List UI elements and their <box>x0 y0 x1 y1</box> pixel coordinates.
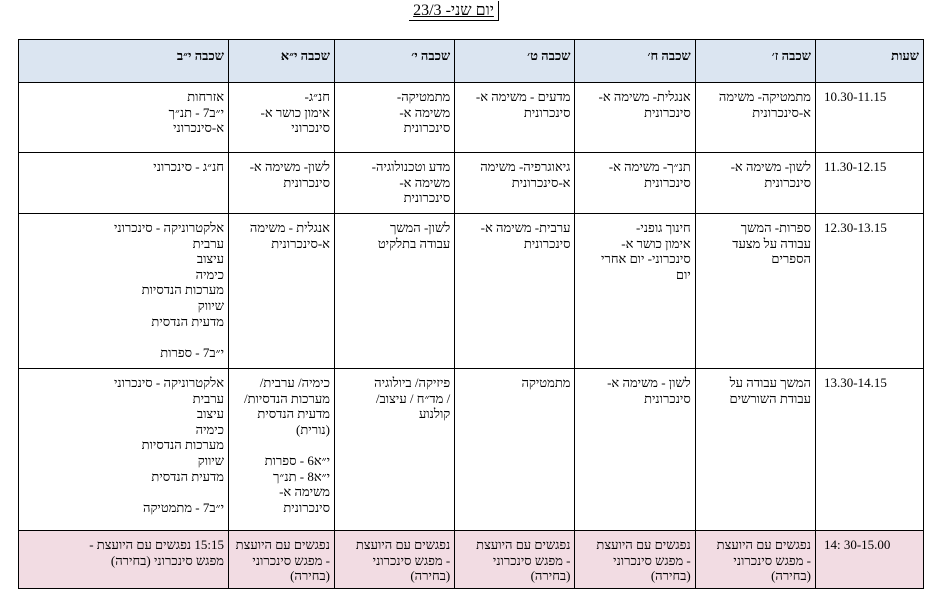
lesson-line: י״א8 - תנ״ך <box>273 468 330 484</box>
lesson-line: סינכרונית <box>644 104 691 120</box>
lesson-line: סינכרונית <box>403 190 451 206</box>
lesson-line: (בחירה) <box>290 568 330 584</box>
lesson-cell <box>19 83 229 153</box>
lesson-cell <box>695 83 815 153</box>
time-slot-cell: 10.30-11.15 <box>815 83 923 153</box>
lesson-cell <box>334 214 454 369</box>
lesson-cell <box>575 214 695 369</box>
lesson-line: / מד״ח / עיצוב/ <box>375 390 451 406</box>
lesson-cell <box>229 214 335 369</box>
time-slot-cell: 12.30-13.15 <box>815 214 923 369</box>
lesson-cell <box>334 153 454 214</box>
lesson-line: פיזיקה/ ביולוגיה <box>374 375 451 390</box>
time-slot-cell: 13.30-14.15 <box>815 369 923 531</box>
schedule-row <box>19 153 924 214</box>
lesson-line: אימון כושר א- <box>260 104 330 120</box>
lesson-line: ערבית- משימה א- <box>480 220 571 235</box>
lesson-line: מדעים - משימה א- <box>475 89 571 104</box>
lesson-line: א-סינכרוני <box>173 120 224 136</box>
lesson-line: נפגשים עם היועצת <box>355 537 451 552</box>
lesson-cell <box>455 369 575 531</box>
column-header-grade: שכבה י׳ <box>334 40 454 83</box>
lesson-line: ספרות- המשך <box>740 220 811 235</box>
lesson-line: - מפגש סינכרוני <box>492 552 571 568</box>
lesson-line: סינכרונית <box>523 104 571 120</box>
column-header-grade: שכבה י״א <box>229 40 335 83</box>
lesson-line: כימיה <box>195 421 224 437</box>
lesson-cell <box>455 153 575 214</box>
lesson-line: מערכות הנדסיות/ <box>244 390 330 406</box>
lesson-cell <box>575 153 695 214</box>
column-header-grade: שכבה ח׳ <box>575 40 695 83</box>
lesson-line <box>23 484 224 500</box>
lesson-line: יום <box>675 266 691 282</box>
lesson-cell <box>455 214 575 369</box>
time-slot-cell: 14: 30-15.00 <box>815 531 923 589</box>
lesson-line: תנ״ך- משימה א- <box>608 159 691 174</box>
lesson-line: ערבית <box>192 235 224 251</box>
lesson-cell <box>695 214 815 369</box>
lesson-line: חנ״ג- <box>304 89 330 104</box>
lesson-line: מפגש סינכרוני (בחירה) <box>110 552 224 568</box>
lesson-line: סינכרוני- יום אחרי <box>601 251 691 267</box>
column-header-hours: שעות <box>815 40 923 83</box>
lesson-line: לשון- משימה א- <box>730 159 811 174</box>
lesson-line <box>233 437 330 453</box>
lesson-line: אלקטרוניקה - סינכרוני <box>113 375 224 390</box>
lesson-line: י״ב7 - ספרות <box>160 344 224 360</box>
page-title: יום שני- 23/3 <box>409 1 499 21</box>
lesson-line: כימיה/ ערבית/ <box>259 375 330 390</box>
lesson-line: שיווק <box>197 297 224 313</box>
lesson-line: ערבית <box>192 390 224 406</box>
lesson-line: עיצוב <box>196 406 224 422</box>
lesson-line: א-סינכרונית <box>752 104 811 120</box>
lesson-line: סינכרונית <box>764 174 811 190</box>
lesson-cell <box>229 369 335 531</box>
lesson-line: סינכרונית <box>403 120 451 136</box>
lesson-line: סינכרונית <box>644 174 691 190</box>
lesson-cell <box>575 531 695 589</box>
lesson-line: (בחירה) <box>410 568 451 584</box>
time-slot-cell: 11.30-12.15 <box>815 153 923 214</box>
lesson-line: נפגשים עם היועצת <box>596 537 691 552</box>
lesson-line: סינכרוני <box>291 120 330 136</box>
lesson-line: נפגשים עם היועצת <box>476 537 571 552</box>
lesson-line: - מפגש סינכרוני <box>613 552 691 568</box>
lesson-line: סינכרונית <box>523 235 571 251</box>
schedule-row <box>19 83 924 153</box>
lesson-line: - מפגש סינכרוני <box>733 552 811 568</box>
lesson-line: משימה א- <box>279 484 330 500</box>
header-row <box>19 40 924 83</box>
lesson-cell <box>19 369 229 531</box>
lesson-line: המשך עבודה על <box>729 375 811 390</box>
lesson-line: י״א6 - ספרות <box>264 452 330 468</box>
lesson-line: כימיה <box>195 266 224 282</box>
lesson-line: לשון- משימה א- <box>249 159 330 174</box>
lesson-line: (בחירה) <box>530 568 571 584</box>
lesson-line: י״ב7 - תנ״ך <box>168 104 224 120</box>
lesson-line: - מפגש סינכרוני <box>372 552 451 568</box>
lesson-line: אלקטרוניקה - סינכרוני <box>113 220 224 235</box>
lesson-line: סינכרונית <box>283 174 330 190</box>
lesson-line: מדעית הנדסית <box>151 313 224 329</box>
lesson-cell <box>695 153 815 214</box>
lesson-cell <box>229 153 335 214</box>
schedule-row <box>19 369 924 531</box>
schedule-table <box>18 39 924 589</box>
lesson-line: אזרחות <box>187 89 224 104</box>
lesson-cell <box>334 531 454 589</box>
lesson-line: נפגשים עם היועצת <box>235 537 330 552</box>
lesson-cell <box>19 531 229 589</box>
lesson-line: לשון- המשך <box>389 220 451 235</box>
lesson-cell <box>19 214 229 369</box>
lesson-line: שיווק <box>197 452 224 468</box>
lesson-line: לשון - משימה א- <box>607 375 691 390</box>
lesson-line: נפגשים עם היועצת <box>716 537 811 552</box>
lesson-line: - מפגש סינכרוני <box>252 552 330 568</box>
lesson-line: משימה א- <box>399 174 451 190</box>
lesson-line: עבודה על מצעד <box>732 235 811 251</box>
lesson-cell <box>334 83 454 153</box>
lesson-line: מתמטיקה- משימה <box>718 89 811 104</box>
lesson-line: סינכרונית <box>644 390 691 406</box>
lesson-line: עבודת השורשים <box>729 390 811 406</box>
schedule-row <box>19 214 924 369</box>
lesson-cell <box>455 531 575 589</box>
lesson-line: אימון כושר א- <box>621 235 691 251</box>
column-header-grade: שכבה ז׳ <box>695 40 815 83</box>
lesson-line: סינכרונית <box>283 499 330 515</box>
lesson-line: מתמטיקה <box>521 375 571 390</box>
lesson-cell <box>575 83 695 153</box>
lesson-line <box>23 329 224 345</box>
lesson-line: אנגלית - משימה <box>249 220 330 235</box>
schedule-row <box>19 531 924 589</box>
lesson-line: י״ב7 - מתמטיקה <box>143 499 224 515</box>
column-header-grade: שכבה ט׳ <box>455 40 575 83</box>
lesson-line: א-סינכרונית <box>271 235 330 251</box>
lesson-cell <box>229 531 335 589</box>
lesson-cell <box>229 83 335 153</box>
lesson-line: 15:15 נפגשים עם היועצת - <box>89 537 224 552</box>
lesson-line: קולנוע <box>418 406 451 422</box>
lesson-line: אנגלית- משימה א- <box>598 89 691 104</box>
lesson-line: מערכות הנדסיות <box>141 282 224 298</box>
lesson-line: משימה א- <box>399 104 451 120</box>
lesson-line: הספרים <box>771 251 811 267</box>
lesson-line: מדעית הנדסית <box>151 468 224 484</box>
lesson-line: (בחירה) <box>771 568 811 584</box>
column-header-grade: שכבה י״ב <box>19 40 229 83</box>
lesson-line: עבודה בתלקיט <box>377 235 451 251</box>
lesson-line: חינוך גופני- <box>636 220 691 235</box>
lesson-line: (בחירה) <box>650 568 691 584</box>
lesson-cell <box>695 369 815 531</box>
lesson-line: מדע וטכנולוגיה- <box>371 159 451 174</box>
lesson-line: מערכות הנדסיות <box>141 437 224 453</box>
lesson-line: מדעית הנדסית <box>257 406 330 422</box>
lesson-line: עיצוב <box>196 251 224 267</box>
lesson-line: מתמטיקה- <box>396 89 451 104</box>
lesson-cell <box>455 83 575 153</box>
lesson-cell <box>695 531 815 589</box>
lesson-line: גיאוגרפיה- משימה <box>480 159 571 174</box>
lesson-line: א-סינכרונית <box>511 174 571 190</box>
lesson-cell <box>334 369 454 531</box>
lesson-cell <box>575 369 695 531</box>
lesson-line: (נורית) <box>296 421 330 437</box>
lesson-cell <box>19 153 229 214</box>
lesson-line: חנ״ג - סינכרוני <box>153 159 224 174</box>
